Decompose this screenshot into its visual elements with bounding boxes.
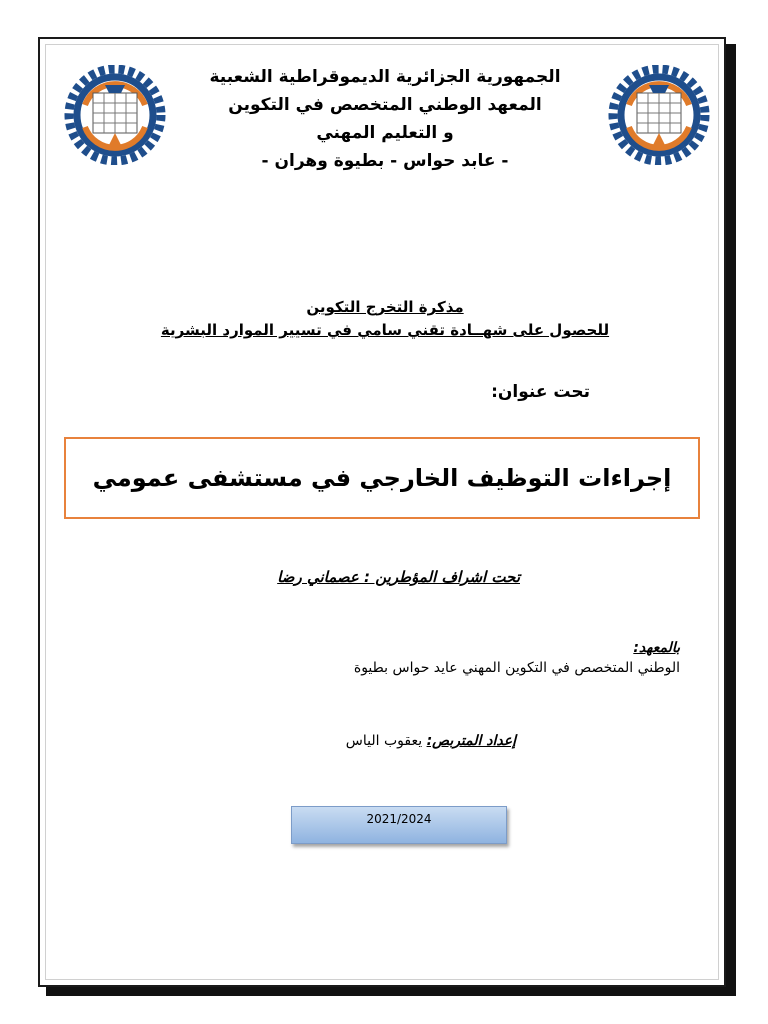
- institute-label: بالمعهد:: [633, 640, 680, 656]
- academic-year: 2021/2024: [366, 812, 432, 826]
- title-box: [64, 437, 700, 519]
- header-location: - عابد حواس - بطيوة وهران -: [261, 151, 509, 171]
- memo-heading: مذكرة التخرج التكوين: [306, 298, 464, 316]
- institute-value: الوطني المتخصص في التكوين المهني عايد حواس بطيوة: [353, 660, 680, 676]
- trainee-label: إعداد المتربص:: [426, 733, 516, 749]
- academic-year-box: [291, 806, 507, 844]
- supervisor-line: تحت اشراف المؤطرين : عصماني رضا: [277, 568, 520, 586]
- under-title-label: تحت عنوان:: [491, 382, 590, 402]
- trainee-name: يعقوب الياس: [345, 733, 423, 749]
- header-institute-cont: و التعليم المهني: [316, 123, 454, 143]
- header-institute: المعهد الوطني المتخصص في التكوين: [228, 95, 542, 115]
- document-title: إجراءات التوظيف الخارجي في مستشفى عمومي: [92, 464, 672, 492]
- header-country: الجمهورية الجزائرية الديموقراطية الشعبية: [209, 67, 561, 87]
- memo-degree: للحصول على شهــادة تقني سامي في تسيير الموارد البشرية: [160, 321, 610, 339]
- trainee-line: [240, 733, 516, 749]
